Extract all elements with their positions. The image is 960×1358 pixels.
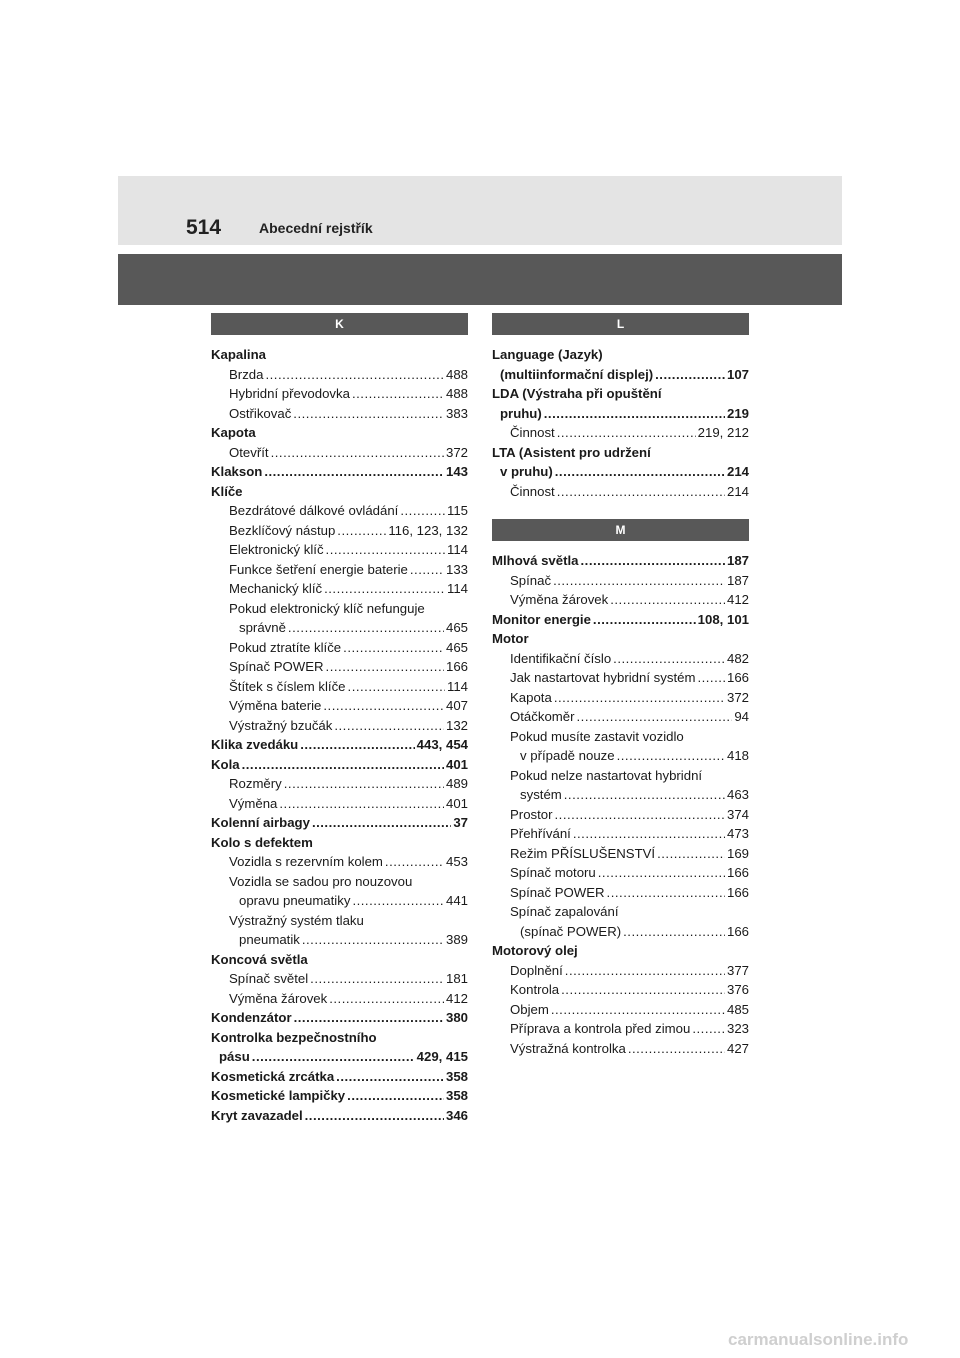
index-entry-text: Pokud ztratíte klíče	[229, 639, 342, 655]
index-entry-page: 108, 101	[697, 611, 749, 627]
dot-leader	[302, 930, 444, 950]
dot-leader	[352, 384, 444, 404]
index-entry	[492, 365, 749, 385]
index-entry	[492, 384, 749, 404]
index-entry-text: pruhu)	[500, 405, 542, 421]
index-entry	[211, 911, 468, 931]
index-entry	[492, 805, 749, 825]
index-entry	[211, 638, 468, 658]
index-entry-text: Režim PŘÍSLUŠENSTVÍ	[510, 845, 656, 861]
dot-leader	[564, 785, 725, 805]
dot-leader	[336, 1067, 444, 1087]
index-entry-page: 187	[726, 572, 749, 588]
index-entry-page: 116, 123, 132	[388, 522, 468, 538]
index-entry	[211, 599, 468, 619]
dot-leader	[385, 852, 444, 872]
index-entry	[492, 941, 749, 961]
index-entry	[492, 902, 749, 922]
index-entry	[211, 579, 468, 599]
index-entry	[211, 618, 468, 638]
index-entry-text: Klíče	[211, 483, 243, 499]
index-entry-text: pásu	[219, 1049, 250, 1064]
index-entry-text: Výměna žárovek	[229, 990, 328, 1006]
index-entry	[492, 688, 749, 708]
index-entry-page: 181	[445, 971, 468, 986]
index-entry	[492, 404, 749, 424]
index-entry-page: 488	[445, 366, 468, 382]
index-entry-page: 418	[726, 748, 749, 763]
index-entry-page: 372	[726, 689, 749, 705]
index-entry-page: 37	[453, 815, 468, 830]
index-entry-text: Bezdrátové dálkové ovládání	[229, 503, 399, 518]
index-entry-text: Výměna baterie	[229, 698, 322, 713]
dot-leader	[557, 482, 725, 502]
index-entry-text: Kontrolka bezpečnostního	[211, 1029, 377, 1045]
index-entry-text: Kosmetická zrcátka	[211, 1068, 335, 1084]
dot-leader	[293, 404, 444, 424]
index-entry-text: Kapota	[510, 689, 552, 705]
index-entry-page: 412	[726, 592, 749, 607]
index-entry	[211, 482, 468, 502]
index-entry-text: Výstražná kontrolka	[510, 1040, 626, 1056]
index-entry-text: Rozměry	[229, 776, 282, 791]
index-entry-page: 389	[445, 932, 468, 947]
index-entry-text: LDA (Výstraha při opuštění	[492, 386, 662, 401]
index-entry	[211, 1086, 468, 1106]
index-entry	[492, 727, 749, 747]
section-header-l: L	[492, 313, 749, 335]
dot-leader	[326, 657, 444, 677]
index-entry-page: 473	[726, 826, 749, 841]
index-entry-page: 380	[445, 1010, 468, 1025]
watermark: carmanualsonline.info	[728, 1330, 909, 1349]
dot-leader	[352, 891, 444, 911]
dot-leader	[343, 638, 444, 658]
index-entry	[211, 443, 468, 463]
index-entry	[211, 1067, 468, 1087]
index-entry	[211, 755, 468, 775]
section-header-m: M	[492, 519, 749, 541]
index-entry	[492, 551, 749, 571]
index-entry	[492, 766, 749, 786]
dot-leader	[242, 755, 444, 775]
index-entry-text: Klakson	[211, 464, 263, 479]
index-entry-text: Výměna	[229, 795, 278, 811]
dot-leader	[555, 462, 725, 482]
index-entry-text: Otáčkoměr	[510, 709, 575, 724]
index-entry	[492, 707, 749, 727]
index-entry-page: 346	[445, 1107, 468, 1123]
index-entry-page: 489	[445, 776, 468, 791]
index-entry	[492, 980, 749, 1000]
dot-leader	[305, 1106, 444, 1126]
index-entry-text: systém	[520, 787, 562, 802]
index-entry-text: Jak nastartovat hybridní systém	[510, 670, 696, 685]
index-entry-text: Příprava a kontrola před zimou	[510, 1021, 691, 1036]
index-entry	[492, 649, 749, 669]
index-entry-text: Motor	[492, 631, 529, 646]
index-entry-page: 463	[726, 787, 749, 802]
index-entry-text: Mlhová světla	[492, 553, 579, 568]
index-entry	[492, 482, 749, 502]
index-entry	[492, 922, 749, 942]
dot-leader	[697, 668, 725, 688]
index-entry-text: Spínač POWER	[510, 884, 605, 900]
dot-leader	[348, 677, 445, 697]
dot-leader	[655, 365, 725, 385]
index-entry-page: 214	[726, 483, 749, 499]
index-entry-page: 169	[726, 845, 749, 861]
index-entry	[211, 969, 468, 989]
index-entry	[211, 989, 468, 1009]
index-entry-text: Kosmetické lampičky	[211, 1088, 346, 1103]
header-dark-band	[118, 254, 842, 305]
index-entry-page: 219, 212	[697, 425, 749, 440]
index-entry-page: 143	[445, 464, 468, 479]
index-entry-text: Brzda	[229, 366, 264, 382]
dot-leader	[555, 805, 725, 825]
index-entry	[211, 774, 468, 794]
index-entry-page: 488	[445, 386, 468, 401]
dot-leader	[279, 794, 444, 814]
dot-leader	[607, 883, 725, 903]
dot-leader	[557, 423, 696, 443]
index-entry-text: Elektronický klíč	[229, 542, 324, 557]
index-entry	[211, 813, 468, 833]
index-entry-text: Bezklíčový nástup	[229, 522, 336, 538]
dot-leader	[593, 610, 696, 630]
index-entry-text: správně	[239, 620, 286, 635]
index-entry-text: Pokud elektronický klíč nefunguje	[229, 600, 425, 616]
section-header-k: K	[211, 313, 468, 335]
dot-leader	[561, 980, 725, 1000]
page-number: 514	[186, 216, 222, 239]
dot-leader	[265, 365, 444, 385]
dot-leader	[400, 501, 445, 521]
index-entry	[211, 872, 468, 892]
dot-leader	[284, 774, 444, 794]
index-entry-page: 323	[726, 1021, 749, 1036]
index-entry	[211, 891, 468, 911]
dot-leader	[264, 462, 444, 482]
index-entry	[211, 1008, 468, 1028]
index-entry-text: (spínač POWER)	[520, 923, 622, 939]
index-entry-page: 114	[446, 581, 468, 596]
index-entry	[211, 930, 468, 950]
dot-leader	[623, 922, 725, 942]
index-entry-page: 401	[445, 756, 468, 772]
index-entry-text: Štítek s číslem klíče	[229, 678, 346, 694]
index-entry-text: Koncová světla	[211, 951, 308, 967]
index-entry-page: 187	[726, 553, 749, 568]
index-entry-text: Spínač POWER	[229, 659, 324, 674]
dot-leader	[288, 618, 444, 638]
index-entry	[211, 1028, 468, 1048]
index-entry-page: 482	[726, 650, 749, 666]
index-entry-page: 412	[445, 990, 468, 1006]
index-entry	[211, 560, 468, 580]
index-entry	[492, 345, 749, 365]
index-column-left	[211, 313, 468, 1125]
index-entry-text: Vozidla s rezervním kolem	[229, 854, 383, 869]
index-entry	[211, 540, 468, 560]
dot-leader	[577, 707, 733, 727]
dot-leader	[326, 540, 445, 560]
index-entry-page: 219	[726, 405, 749, 421]
index-entry-text: Výměna žárovek	[510, 592, 609, 607]
index-entry	[211, 657, 468, 677]
index-entry-page: 453	[445, 854, 468, 869]
index-entry	[211, 950, 468, 970]
index-entry-page: 114	[446, 678, 468, 694]
index-entry-page: 427	[726, 1040, 749, 1056]
index-entry-text: Spínač zapalování	[510, 904, 619, 919]
index-entry	[492, 629, 749, 649]
index-entry-page: 377	[726, 962, 749, 978]
section-k-entries	[211, 345, 468, 1125]
index-entry-page: 166	[726, 923, 749, 939]
dot-leader	[334, 716, 444, 736]
index-entry-text: Výstražný bzučák	[229, 717, 333, 733]
dot-leader	[553, 571, 725, 591]
index-entry-page: 443, 454	[416, 737, 468, 752]
dot-leader	[573, 824, 725, 844]
index-entry-page: 383	[445, 405, 468, 421]
index-entry-text: Spínač světel	[229, 971, 309, 986]
dot-leader	[551, 1000, 725, 1020]
index-entry	[211, 521, 468, 541]
index-entry-page: 132	[445, 717, 468, 733]
dot-leader	[581, 551, 725, 571]
index-entry	[211, 462, 468, 482]
index-entry-page: 94	[734, 709, 749, 724]
index-entry	[211, 501, 468, 521]
section-m-entries	[492, 551, 749, 1058]
index-entry-page: 376	[726, 982, 749, 997]
dot-leader	[300, 735, 414, 755]
index-entry	[211, 696, 468, 716]
index-entry-text: Spínač motoru	[510, 865, 596, 880]
index-entry-page: 485	[726, 1001, 749, 1017]
index-entry-text: Kolenní airbagy	[211, 815, 310, 830]
index-entry-text: Prostor	[510, 806, 553, 822]
index-entry-text: Funkce šetření energie baterie	[229, 561, 408, 577]
index-entry-page: 166	[445, 659, 468, 674]
dot-leader	[657, 844, 725, 864]
index-entry-text: Monitor energie	[492, 611, 591, 627]
dot-leader	[324, 579, 445, 599]
index-entry-text: Kola	[211, 756, 240, 772]
index-entry-page: 166	[726, 670, 749, 685]
index-entry	[211, 1106, 468, 1126]
index-entry-text: Přehřívání	[510, 826, 571, 841]
index-entry	[211, 404, 468, 424]
dot-leader	[410, 560, 444, 580]
index-entry	[211, 852, 468, 872]
index-entry-text: Pokud musíte zastavit vozidlo	[510, 728, 684, 744]
index-entry-text: Činnost	[510, 483, 555, 499]
index-entry-text: Kolo s defektem	[211, 834, 313, 850]
index-entry	[492, 824, 749, 844]
index-entry	[492, 610, 749, 630]
index-entry	[492, 961, 749, 981]
index-entry	[211, 716, 468, 736]
index-entry-text: Vozidla se sadou pro nouzovou	[229, 873, 413, 889]
index-entry-page: 107	[726, 366, 749, 382]
index-entry-text: Identifikační číslo	[510, 650, 612, 666]
index-entry-text: pneumatik	[239, 932, 300, 947]
index-entry-page: 166	[726, 884, 749, 900]
index-entry-text: Otevřít	[229, 444, 269, 460]
dot-leader	[271, 443, 444, 463]
index-entry	[492, 785, 749, 805]
index-entry-page: 429, 415	[416, 1049, 468, 1064]
section-l-entries	[492, 345, 749, 501]
dot-leader	[610, 590, 725, 610]
index-entry-page: 114	[446, 542, 468, 557]
index-entry-text: Kondenzátor	[211, 1010, 292, 1025]
index-entry-page: 358	[445, 1068, 468, 1084]
index-entry-text: LTA (Asistent pro udržení	[492, 444, 651, 460]
index-entry	[492, 883, 749, 903]
index-entry-text: Činnost	[510, 425, 555, 440]
index-entry-text: Pokud nelze nastartovat hybridní	[510, 767, 703, 783]
index-entry-page: 166	[726, 865, 749, 880]
index-entry	[492, 1019, 749, 1039]
index-entry	[211, 735, 468, 755]
dot-leader	[598, 863, 725, 883]
index-entry	[492, 443, 749, 463]
index-entry-page: 465	[445, 620, 468, 635]
index-entry-page: 133	[445, 561, 468, 577]
index-entry	[211, 794, 468, 814]
index-entry-text: Kryt zavazadel	[211, 1107, 303, 1123]
index-entry	[492, 844, 749, 864]
index-entry	[211, 833, 468, 853]
index-entry-text: Motorový olej	[492, 943, 578, 958]
index-entry-page: 465	[445, 639, 468, 655]
index-entry-page: 407	[445, 698, 468, 713]
index-entry-page: 358	[445, 1088, 468, 1103]
index-entry-text: v případě nouze	[520, 748, 615, 763]
index-entry	[492, 423, 749, 443]
index-entry-text: Hybridní převodovka	[229, 386, 350, 401]
dot-leader	[310, 969, 444, 989]
dot-leader	[294, 1008, 444, 1028]
header-band	[118, 176, 842, 245]
index-entry-text: v pruhu)	[500, 464, 553, 479]
index-entry-text: Ostřikovač	[229, 405, 292, 421]
index-entry-text: Objem	[510, 1001, 549, 1017]
index-entry	[211, 345, 468, 365]
index-entry	[492, 668, 749, 688]
index-entry-text: Kapota	[211, 425, 256, 440]
index-entry	[211, 365, 468, 385]
index-entry	[492, 1039, 749, 1059]
index-entry-page: 372	[445, 444, 468, 460]
index-entry	[492, 746, 749, 766]
dot-leader	[323, 696, 444, 716]
index-entry-text: Spínač	[510, 572, 552, 588]
dot-leader	[692, 1019, 725, 1039]
index-entry	[492, 1000, 749, 1020]
dot-leader	[628, 1039, 725, 1059]
dot-leader	[613, 649, 725, 669]
index-entry	[492, 571, 749, 591]
index-entry-text: Kontrola	[510, 982, 560, 997]
index-entry-page: 214	[726, 464, 749, 479]
index-entry	[492, 590, 749, 610]
index-entry	[211, 677, 468, 697]
dot-leader	[617, 746, 725, 766]
page-title: Abecední rejstřík	[259, 220, 373, 236]
dot-leader	[329, 989, 444, 1009]
index-entry-text: opravu pneumatiky	[239, 893, 351, 908]
index-entry	[492, 462, 749, 482]
dot-leader	[565, 961, 725, 981]
index-entry	[211, 1047, 468, 1067]
index-entry-text: Doplnění	[510, 962, 563, 978]
dot-leader	[252, 1047, 415, 1067]
index-entry-page: 115	[446, 503, 468, 518]
index-entry	[211, 384, 468, 404]
dot-leader	[347, 1086, 444, 1106]
index-entry-text: Language (Jazyk)	[492, 347, 603, 362]
index-entry-text: (multiinformační displej)	[500, 366, 654, 382]
index-entry-text: Mechanický klíč	[229, 581, 323, 596]
index-entry-page: 401	[445, 795, 468, 811]
dot-leader	[337, 521, 386, 541]
index-entry-page: 374	[726, 806, 749, 822]
dot-leader	[312, 813, 451, 833]
index-entry	[492, 863, 749, 883]
index-entry-text: Výstražný systém tlaku	[229, 912, 364, 928]
dot-leader	[544, 404, 725, 424]
index-entry	[211, 423, 468, 443]
index-entry-page: 441	[445, 893, 468, 908]
index-entry-text: Klika zvedáku	[211, 737, 299, 752]
index-entry-text: Kapalina	[211, 347, 266, 362]
index-column-right	[492, 313, 749, 1058]
dot-leader	[554, 688, 725, 708]
